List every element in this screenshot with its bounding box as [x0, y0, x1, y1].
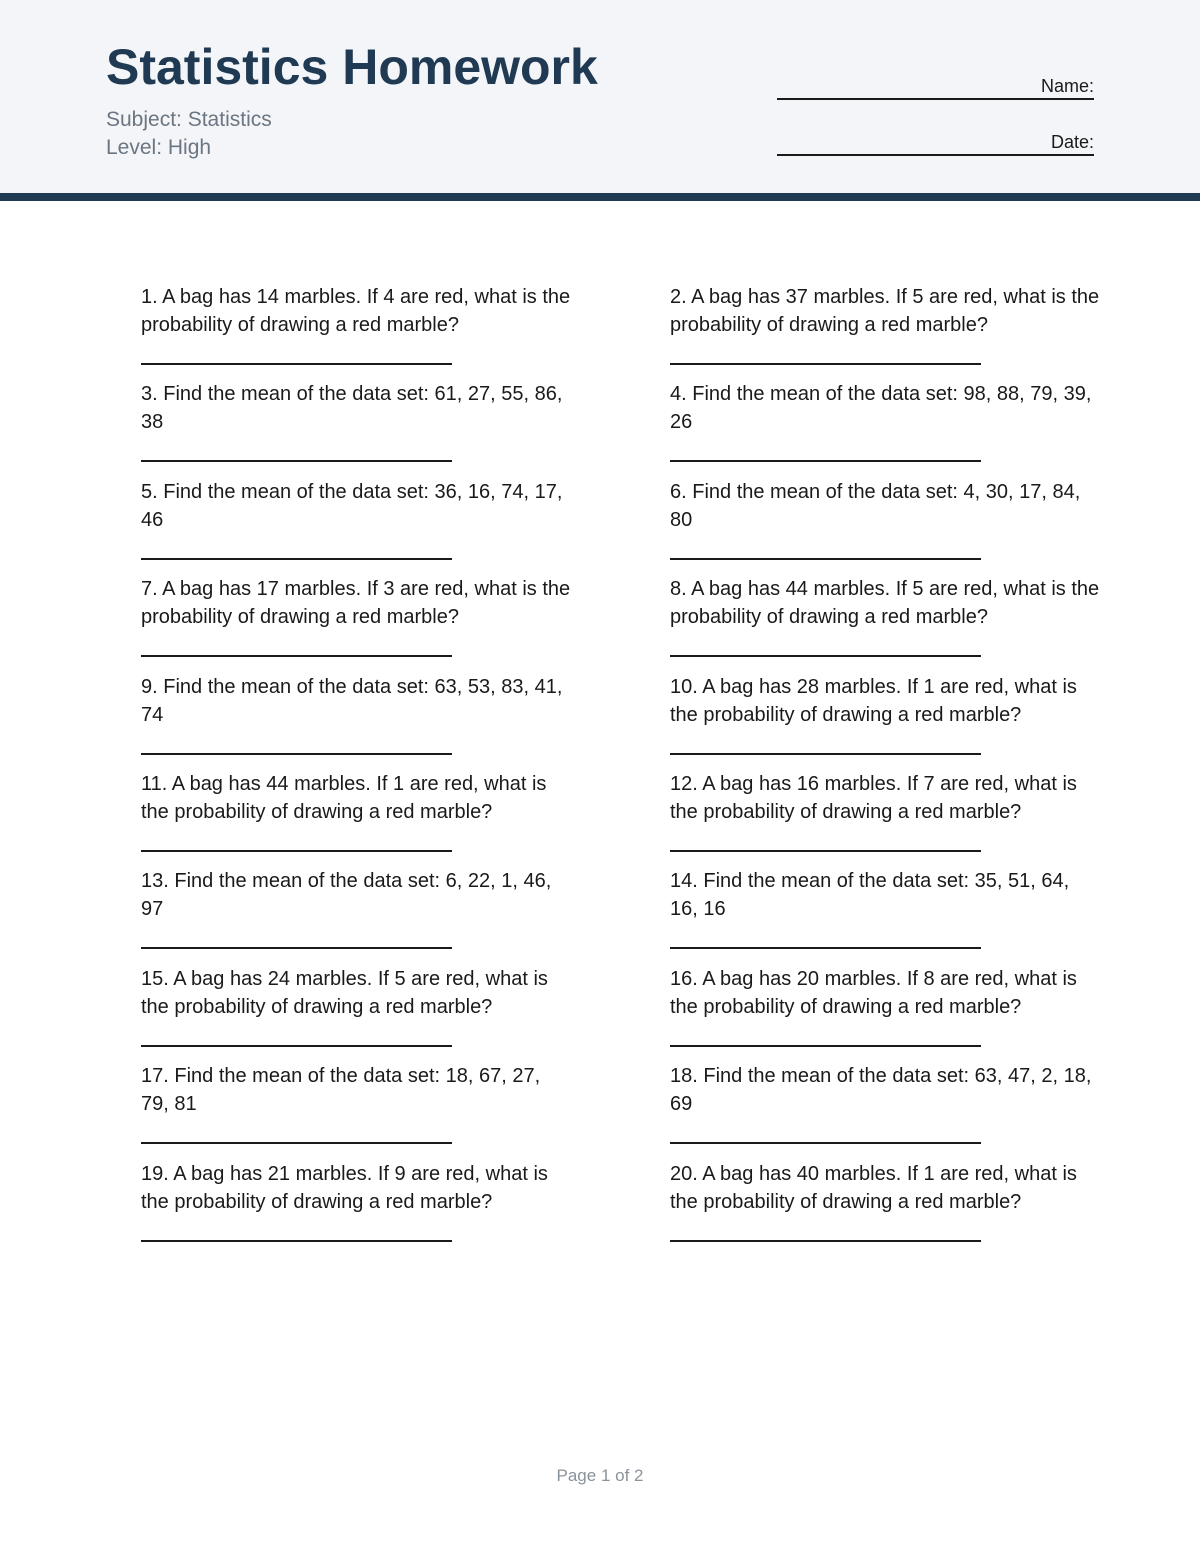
problem-text: 7. A bag has 17 marbles. If 3 are red, what is the probability of drawing a red marble? — [141, 578, 571, 629]
answer-line[interactable] — [670, 753, 981, 755]
problem-text: 15. A bag has 24 marbles. If 5 are red, what is the probability of drawing a red marble? — [141, 967, 548, 1018]
answer-line[interactable] — [141, 947, 452, 949]
problem-item — [141, 283, 571, 380]
problem-text: 9. Find the mean of the data set: 63, 53, 83, 41, 74 — [141, 675, 563, 726]
problem-text: 8. A bag has 44 marbles. If 5 are red, what is the probability of drawing a red marble? — [670, 578, 1100, 629]
problem-item — [670, 965, 1100, 1062]
problem-text: 12. A bag has 16 marbles. If 7 are red, what is the probability of drawing a red marble? — [670, 772, 1077, 823]
problem-text: 17. Find the mean of the data set: 18, 67, 27, 79, 81 — [141, 1065, 541, 1116]
answer-line[interactable] — [141, 850, 452, 852]
problem-item — [670, 380, 1100, 477]
page-number: Page 1 of 2 — [556, 1466, 644, 1485]
problem-item — [141, 673, 571, 770]
answer-line[interactable] — [670, 850, 981, 852]
answer-line[interactable] — [670, 460, 981, 462]
answer-line[interactable] — [670, 1045, 981, 1047]
answer-line[interactable] — [141, 1240, 452, 1242]
answer-line[interactable] — [670, 947, 981, 949]
problem-text: 1. A bag has 14 marbles. If 4 are red, what is the probability of drawing a red marble? — [141, 286, 571, 336]
problem-text: 13. Find the mean of the data set: 6, 22, 1, 46, 97 — [141, 870, 552, 921]
problem-text: 18. Find the mean of the data set: 63, 47, 2, 18, 69 — [670, 1065, 1092, 1116]
problem-text: 4. Find the mean of the data set: 98, 88, 79, 39, 26 — [670, 383, 1092, 434]
problem-item — [670, 1160, 1100, 1257]
problem-text: 11. A bag has 44 marbles. If 1 are red, what is the probability of drawing a red marble? — [141, 772, 547, 823]
answer-line[interactable] — [670, 558, 981, 560]
problem-text: 3. Find the mean of the data set: 61, 27, 55, 86, 38 — [141, 383, 563, 434]
answer-line[interactable] — [141, 558, 452, 560]
subject-label: Subject: Statistics — [106, 108, 272, 131]
problem-text: 20. A bag has 40 marbles. If 1 are red, what is the probability of drawing a red marble? — [670, 1162, 1077, 1213]
problem-item — [141, 1160, 571, 1257]
problem-text: 14. Find the mean of the data set: 35, 51, 64, 16, 16 — [670, 870, 1070, 921]
problem-item — [141, 770, 571, 867]
problem-item — [670, 283, 1100, 380]
problem-item — [141, 1062, 571, 1159]
answer-line[interactable] — [141, 363, 452, 365]
problem-text: 16. A bag has 20 marbles. If 8 are red, what is the probability of drawing a red marble? — [670, 967, 1077, 1018]
answer-line[interactable] — [141, 1045, 452, 1047]
answer-line[interactable] — [141, 655, 452, 657]
problem-item — [141, 380, 571, 477]
problem-item — [141, 575, 571, 672]
answer-line[interactable] — [670, 1240, 981, 1242]
problem-text: 10. A bag has 28 marbles. If 1 are red, what is the probability of drawing a red marble? — [670, 675, 1077, 726]
problem-text: 19. A bag has 21 marbles. If 9 are red, what is the probability of drawing a red marble? — [141, 1162, 548, 1213]
problem-text: 6. Find the mean of the data set: 4, 30, 17, 84, 80 — [670, 480, 1081, 531]
date-field[interactable] — [777, 132, 1094, 156]
name-label: Name: — [1040, 76, 1094, 96]
problem-item — [141, 867, 571, 964]
problem-item — [670, 770, 1100, 867]
level-label: Level: High — [106, 136, 212, 159]
answer-line[interactable] — [141, 753, 452, 755]
name-field[interactable] — [777, 76, 1094, 100]
problem-item — [670, 1062, 1100, 1159]
problem-text: 5. Find the mean of the data set: 36, 16, 74, 17, 46 — [141, 480, 563, 531]
answer-line[interactable] — [141, 1142, 452, 1144]
answer-line[interactable] — [141, 460, 452, 462]
header-divider — [0, 193, 1200, 201]
problem-item — [670, 867, 1100, 964]
answer-line[interactable] — [670, 655, 981, 657]
problem-item — [670, 478, 1100, 575]
problem-grid — [141, 283, 1101, 1257]
answer-line[interactable] — [670, 363, 981, 365]
problem-item — [670, 673, 1100, 770]
problem-item — [141, 478, 571, 575]
problem-text: 2. A bag has 37 marbles. If 5 are red, what is the probability of drawing a red marble? — [670, 286, 1100, 336]
problem-item — [141, 965, 571, 1062]
date-label: Date: — [1050, 132, 1094, 152]
problem-item — [670, 575, 1100, 672]
worksheet-title: Statistics Homework — [106, 39, 598, 95]
answer-line[interactable] — [670, 1142, 981, 1144]
